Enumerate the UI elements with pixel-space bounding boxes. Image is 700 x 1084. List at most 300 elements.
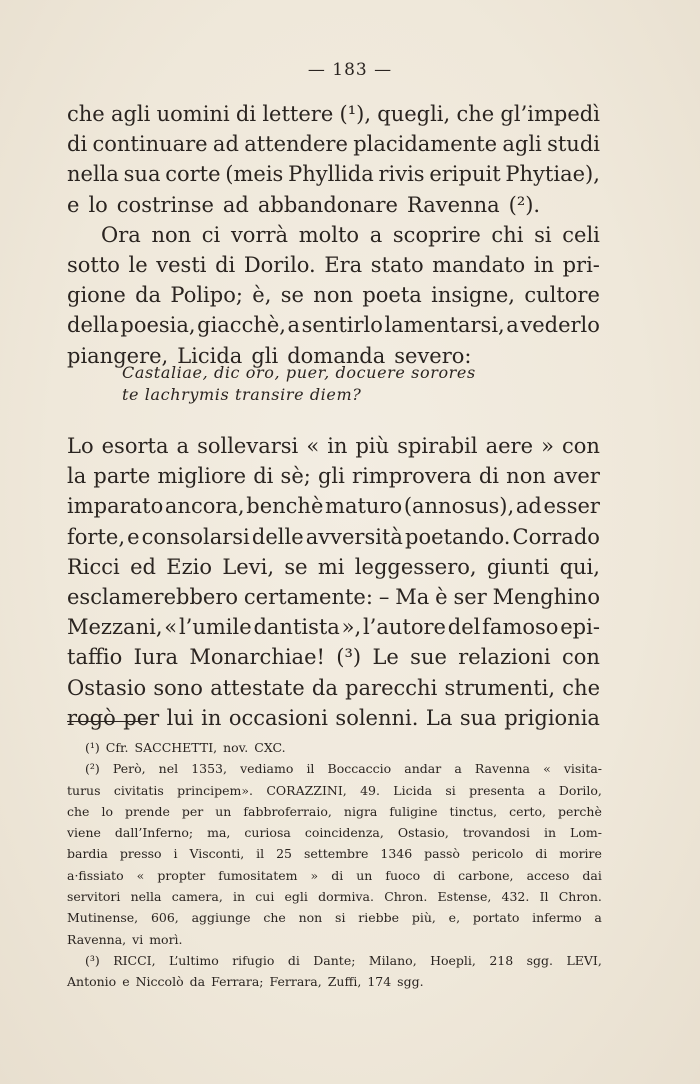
word: rifugio	[232, 952, 275, 968]
word: Polipo;	[170, 283, 243, 308]
word: di	[287, 952, 300, 968]
word: imparato	[67, 494, 164, 519]
word: più,	[411, 910, 436, 926]
word: della	[67, 313, 119, 338]
word: consolarsi	[141, 524, 250, 549]
word: Phyllida	[288, 162, 374, 187]
word: del	[447, 615, 481, 640]
word: da	[135, 283, 162, 308]
word: in	[543, 825, 557, 841]
word: a	[506, 313, 519, 338]
text-line	[67, 129, 600, 159]
word: a	[287, 313, 301, 338]
word: gione	[67, 283, 126, 308]
word: RICCI,	[113, 952, 156, 968]
word: a	[594, 910, 602, 926]
quote-line: te lachrymis transire diem?	[122, 385, 362, 404]
footnote-separator	[67, 721, 147, 722]
word: Ostasio	[67, 675, 147, 700]
word: 174	[367, 974, 392, 990]
word: più	[355, 434, 390, 458]
footnote-line	[67, 737, 602, 758]
word: Estense,	[437, 889, 492, 905]
word: Cfr.	[105, 740, 129, 755]
word: portato	[472, 910, 520, 926]
word: sollevarsi	[197, 434, 299, 458]
word: presso	[119, 846, 162, 862]
footnote-line	[67, 929, 602, 950]
text-line	[67, 673, 600, 703]
word: l’autore	[362, 615, 446, 640]
word: Phytiae),	[505, 162, 600, 187]
text-line	[67, 582, 600, 612]
word: in	[233, 889, 246, 905]
word: fuligine	[389, 803, 438, 819]
word: Ricci	[67, 554, 120, 579]
text-line	[67, 461, 600, 491]
word: rivis	[378, 162, 425, 187]
text-line	[67, 280, 600, 310]
text-line	[67, 250, 600, 280]
word: certo,	[509, 803, 547, 819]
word: corte	[165, 162, 221, 187]
text-line	[67, 159, 600, 189]
footnote-line	[67, 971, 602, 992]
word: con	[561, 645, 600, 670]
word: Lom-	[570, 825, 602, 841]
word: è	[435, 584, 448, 609]
word: 25	[276, 846, 293, 862]
word: Menghino	[492, 584, 600, 609]
word: benchè	[246, 494, 324, 519]
word: di	[67, 132, 88, 157]
word: sono	[153, 675, 203, 700]
word: da	[311, 675, 338, 700]
word: 606,	[150, 910, 179, 926]
word: agli	[110, 102, 151, 126]
word: «	[164, 615, 178, 640]
word: vi	[132, 931, 144, 947]
word: »,	[341, 615, 362, 640]
text-line	[67, 99, 600, 129]
word: se	[280, 283, 304, 308]
word: Corrado	[512, 524, 600, 549]
word: principem».	[177, 782, 254, 798]
word: le	[128, 252, 148, 277]
word: cultore	[524, 283, 600, 308]
word: Zuffi,	[327, 974, 362, 990]
word: continuare	[92, 132, 208, 157]
word: e	[67, 192, 80, 217]
word: che	[67, 102, 105, 126]
word: lamentarsi,	[384, 313, 505, 338]
word: e,	[448, 910, 461, 926]
word: vorrà	[230, 222, 289, 247]
word: viene	[67, 825, 101, 841]
word: poeta	[362, 283, 422, 308]
text-line	[67, 522, 600, 552]
word: »	[541, 434, 554, 458]
word: mi	[317, 554, 345, 579]
word: migliore	[157, 464, 247, 489]
word: giunti	[486, 554, 550, 579]
word: perchè	[558, 803, 602, 819]
word: turus	[67, 782, 101, 798]
word: delle	[251, 524, 304, 549]
word: i	[173, 846, 178, 862]
word: si	[534, 222, 552, 247]
word: agli	[502, 132, 542, 157]
word: aver	[553, 464, 600, 489]
footnotes	[67, 737, 602, 993]
word: nel	[158, 761, 179, 777]
word: sue	[410, 645, 447, 670]
word: famoso	[482, 615, 559, 640]
word: sotto	[67, 252, 120, 277]
footnote-line	[67, 865, 602, 886]
word: gl’impedì	[500, 102, 600, 126]
word: fabbroferraio,	[243, 803, 332, 819]
word: con	[561, 434, 600, 458]
word: che	[456, 102, 495, 126]
word: curiosa	[244, 825, 291, 841]
word: maturo	[325, 494, 403, 519]
word: esorta	[101, 434, 169, 458]
word: mandato	[432, 252, 526, 277]
word: cui	[255, 889, 275, 905]
body-text-top	[67, 99, 600, 371]
word: gli	[317, 464, 345, 489]
word: coincidenza,	[304, 825, 384, 841]
word: Ferrara,	[269, 974, 322, 990]
word: camera,	[171, 889, 223, 905]
word: ad	[515, 494, 542, 519]
word: il	[256, 846, 265, 862]
word: vediamo	[240, 761, 294, 777]
word: si	[445, 782, 456, 798]
word: Visconti,	[189, 846, 245, 862]
footnote-line	[67, 758, 602, 779]
word: ed	[130, 554, 156, 579]
word: di	[215, 252, 236, 277]
body-text-bottom	[67, 431, 600, 733]
word: (³)	[85, 952, 100, 968]
word: abbandonare	[257, 192, 398, 217]
word: severo:	[394, 343, 472, 368]
word: dantista	[253, 615, 340, 640]
word: aere	[485, 434, 534, 458]
word: costrinse	[116, 192, 214, 217]
word: 1346	[380, 846, 413, 862]
word: gli	[251, 343, 279, 368]
word: in	[201, 705, 222, 730]
word: placidamente	[353, 132, 498, 157]
word: qui,	[559, 554, 600, 579]
word: aggiunge	[191, 910, 251, 926]
footnote-line	[67, 886, 602, 907]
word: a	[538, 782, 546, 798]
word: ad	[222, 192, 249, 217]
word: giacchè,	[197, 313, 286, 338]
word: passò	[424, 846, 460, 862]
word: Era	[324, 252, 363, 277]
text-line	[67, 552, 600, 582]
word: (³)	[336, 645, 362, 670]
word: lettere	[262, 102, 334, 126]
word: a	[176, 434, 190, 458]
text-line	[67, 190, 600, 220]
word: trovandosi	[462, 825, 530, 841]
word: uomini	[156, 102, 230, 126]
word: servitori	[67, 889, 121, 905]
word: e	[127, 524, 140, 549]
word: acceso	[526, 867, 570, 883]
word: occasioni	[228, 705, 328, 730]
word: studi	[547, 132, 600, 157]
word: poetando.	[405, 524, 511, 549]
word: avversità	[305, 524, 403, 549]
word: in	[327, 434, 348, 458]
word: Ostasio,	[397, 825, 449, 841]
word: ancora,	[164, 494, 245, 519]
word: «	[543, 761, 551, 777]
word: rimprovera	[352, 464, 472, 489]
word: lo	[101, 803, 113, 819]
footnote-line	[67, 822, 602, 843]
text-line	[67, 220, 600, 250]
text-line	[67, 612, 600, 642]
word: leggessero,	[354, 554, 477, 579]
word: Lo	[67, 434, 94, 458]
word: ad	[212, 132, 239, 157]
word: fuoco	[385, 867, 421, 883]
word: (meis	[225, 162, 284, 187]
word: SACCHETTI,	[134, 740, 218, 755]
word: ci	[201, 222, 221, 247]
word: «	[306, 434, 320, 458]
word: civitatis	[113, 782, 164, 798]
word: (²)	[85, 761, 100, 777]
word: settembre	[303, 846, 369, 862]
word: Il	[539, 889, 549, 905]
text-line	[67, 642, 600, 672]
word: il	[306, 761, 315, 777]
word: epi-	[560, 615, 600, 640]
word: da	[189, 974, 206, 990]
word: un	[215, 803, 232, 819]
word: (¹)	[85, 740, 100, 755]
footnote-line	[67, 907, 602, 928]
word: di	[535, 846, 548, 862]
word: forte,	[67, 524, 125, 549]
word: di	[433, 867, 446, 883]
word: Levi,	[222, 554, 274, 579]
word: che	[562, 675, 600, 700]
word: di	[235, 102, 257, 126]
word: ma,	[207, 825, 231, 841]
latin-quote	[122, 362, 476, 406]
word: sgg.	[526, 952, 554, 968]
word: nella	[130, 889, 162, 905]
word: sentirlo	[301, 313, 383, 338]
word: attendere	[244, 132, 348, 157]
word: Licida	[177, 343, 243, 368]
word: non	[506, 464, 546, 489]
word: spirabil	[397, 434, 478, 458]
word: sua	[123, 162, 161, 187]
word: di	[478, 464, 500, 489]
word: Chron.	[384, 889, 428, 905]
text-line	[67, 703, 600, 733]
word: riebbe	[358, 910, 400, 926]
word: Però,	[112, 761, 146, 777]
word: propter	[157, 867, 206, 883]
word: Ma	[395, 584, 430, 609]
word: Mezzani,	[67, 615, 163, 640]
word: La	[425, 705, 453, 730]
word: Dante;	[313, 952, 356, 968]
word: morì.	[149, 931, 183, 947]
footnote-line	[67, 780, 602, 801]
word: «	[136, 867, 145, 883]
word: ser	[453, 584, 487, 609]
word: LEVI,	[566, 952, 602, 968]
word: non	[298, 910, 323, 926]
text-line	[67, 431, 600, 461]
word: Ferrara;	[211, 974, 264, 990]
word: non	[151, 222, 192, 247]
word: che	[263, 910, 286, 926]
word: taffio	[67, 645, 123, 670]
word: esser	[543, 494, 600, 519]
word: esclamerebbero	[67, 584, 239, 609]
word: bardia	[67, 846, 108, 862]
word: Ravenna,	[67, 931, 127, 947]
word: tinctus,	[449, 803, 498, 819]
word: a	[454, 761, 462, 777]
word: 1353,	[191, 761, 227, 777]
word: andar	[404, 761, 442, 777]
word: strumenti,	[444, 675, 556, 700]
word: solenni.	[335, 705, 419, 730]
word: che	[67, 803, 90, 819]
word: molto	[298, 222, 360, 247]
word: Chron.	[558, 889, 602, 905]
word: lui	[166, 705, 194, 730]
word: in	[533, 252, 555, 277]
word: Ravenna	[406, 192, 500, 217]
word: Dorilo,	[558, 782, 602, 798]
word: nigra	[343, 803, 378, 819]
word: attestate	[210, 675, 305, 700]
word: domanda	[287, 343, 386, 368]
word: celi	[562, 222, 600, 247]
word: per	[181, 803, 204, 819]
word: a·fissiato	[67, 867, 124, 883]
word: L’ultimo	[169, 952, 219, 968]
word: (²).	[508, 192, 541, 217]
word: l’umile	[178, 615, 252, 640]
word: piangere,	[67, 343, 169, 368]
word: nella	[67, 162, 119, 187]
word: nov.	[223, 740, 249, 755]
word: Iura	[133, 645, 178, 670]
page-number: — 183 —	[307, 60, 393, 80]
word: è,	[252, 283, 272, 308]
word: certamente:	[243, 584, 373, 609]
word: per	[123, 705, 160, 730]
footnote-line	[67, 950, 602, 971]
word: »	[310, 867, 319, 883]
word: morire	[559, 846, 602, 862]
word: Ezio	[166, 554, 213, 579]
word: quegli,	[377, 102, 451, 126]
word: 432.	[501, 889, 530, 905]
word: visita-	[563, 761, 602, 777]
word: la	[67, 464, 87, 489]
word: dall’Inferno;	[114, 825, 194, 841]
word: prende	[125, 803, 170, 819]
word: Ora	[101, 222, 141, 247]
word: Licida	[393, 782, 433, 798]
word: (annosus),	[403, 494, 515, 519]
word: relazioni	[458, 645, 551, 670]
word: –	[378, 584, 390, 609]
word: carbone,	[458, 867, 514, 883]
word: 218	[489, 952, 514, 968]
word: egli	[284, 889, 308, 905]
word: Antonio	[67, 974, 117, 990]
word: vesti	[156, 252, 207, 277]
word: Milano,	[368, 952, 417, 968]
word: non	[313, 283, 353, 308]
word: di	[253, 464, 274, 489]
word: dormiva.	[318, 889, 374, 905]
text-line	[67, 310, 600, 340]
word: infermo	[532, 910, 582, 926]
word: se	[284, 554, 308, 579]
word: insigne,	[431, 283, 515, 308]
word: parte	[93, 464, 151, 489]
footnote-line	[67, 801, 602, 822]
word: sgg.	[397, 974, 424, 990]
word: CXC.	[254, 740, 286, 755]
word: 49.	[360, 782, 380, 798]
word: stato	[370, 252, 424, 277]
word: Le	[372, 645, 399, 670]
word: si	[335, 910, 346, 926]
word: Hoepli,	[430, 952, 476, 968]
word: lo	[88, 192, 108, 217]
word: (¹),	[339, 102, 371, 126]
word: vederlo	[520, 313, 600, 338]
footnote-line	[67, 843, 602, 864]
word: a	[369, 222, 383, 247]
word: CORAZZINI,	[266, 782, 347, 798]
word: e	[122, 974, 130, 990]
word: parecchi	[345, 675, 438, 700]
word: dai	[582, 867, 602, 883]
word: pri-	[562, 252, 600, 277]
word: presenta	[469, 782, 525, 798]
text-line	[67, 491, 600, 521]
word: Monarchiae!	[189, 645, 325, 670]
word: scoprire	[392, 222, 481, 247]
word: un	[356, 867, 373, 883]
word: Niccolò	[135, 974, 184, 990]
word: sua	[459, 705, 497, 730]
quote-line: Castaliae, dic oro, puer, docuere sorores	[122, 363, 476, 382]
